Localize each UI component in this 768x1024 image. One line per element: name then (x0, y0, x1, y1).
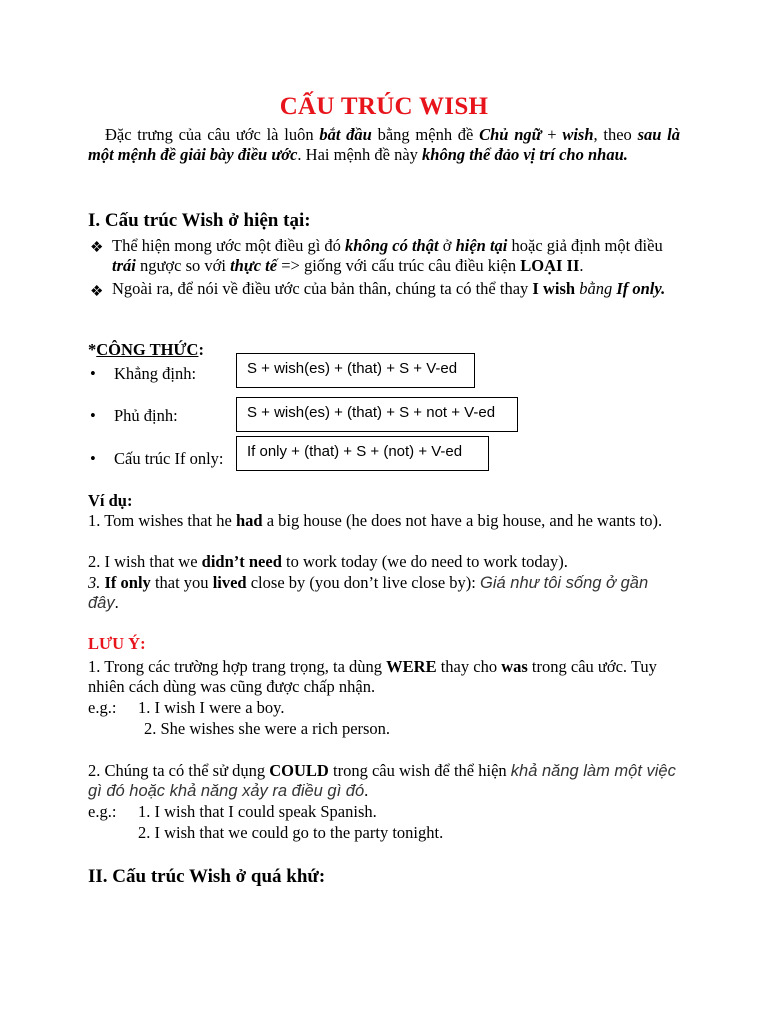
intro-paragraph (88, 125, 680, 165)
formula-label-affirmative: Khẳng định: (114, 364, 197, 383)
note-2 (88, 761, 680, 801)
note-2-example-1: 1. I wish that I could speak Spanish. (138, 802, 377, 821)
intro-text: . Hai mệnh đề này (297, 145, 423, 164)
formula-colon: : (198, 340, 204, 359)
note-italic: khả năng làm một việc gì đó hoặc khả năng xảy ra điều gì đó (88, 762, 676, 800)
note-text: . (364, 781, 369, 800)
intro-emphasis: sau là một mệnh đề giải bày điều ước (88, 125, 680, 164)
note-bold: WERE (386, 657, 437, 676)
intro-text: bằng mệnh đề (371, 125, 480, 144)
bullet-emphasis: không có thật (345, 236, 439, 255)
bullet-text: bằng (575, 279, 617, 298)
note-2-example-2: 2. I wish that we could go to the party tonight. (138, 823, 444, 842)
note-bold: was (501, 657, 528, 676)
example-2 (88, 552, 568, 572)
example-number: 3. (88, 573, 101, 592)
example-translation: Giá như tôi sống ở gần đây (88, 574, 649, 612)
bullet-emphasis: trái (112, 256, 136, 275)
example-1 (88, 511, 680, 531)
example-bold: lived (212, 573, 247, 592)
bullet-item (112, 279, 680, 299)
bullet-text: . (579, 256, 584, 275)
formula-box-negative: S + wish(es) + (that) + S + not + V-ed (236, 397, 518, 432)
formula-label: CÔNG THỨC (96, 340, 199, 359)
page-title: CẤU TRÚC WISH (279, 93, 489, 120)
example-text: close by (you don’t live close by): (246, 573, 481, 592)
note-1-example-2: 2. She wishes she were a rich person. (144, 719, 391, 738)
bullet-text: => giống với cấu trúc câu điều kiện (277, 256, 521, 275)
examples-heading: Ví dụ: (88, 491, 133, 510)
eg-label: e.g.: (88, 698, 117, 717)
bullet-emphasis: If only. (616, 279, 666, 298)
eg-label: e.g.: (88, 802, 117, 821)
intro-emphasis: Chủ ngữ (479, 125, 542, 144)
formula-box-if-only: If only + (that) + S + (not) + V-ed (236, 436, 489, 471)
bullet-item (112, 236, 680, 276)
bullet-text: Ngoài ra, để nói về điều ước của bản thân, chúng ta có thể thay (112, 279, 533, 298)
bullet-text: ở (438, 236, 456, 255)
section-heading-past: II. Cấu trúc Wish ở quá khứ: (88, 866, 326, 887)
formula-box-affirmative: S + wish(es) + (that) + S + V-ed (236, 353, 475, 388)
bullet-emphasis: hiện tại (455, 236, 508, 255)
intro-text: + (541, 125, 563, 144)
intro-emphasis: bắt đầu (319, 125, 372, 144)
formula-heading (88, 340, 204, 360)
note-heading: LƯU Ý: (88, 634, 146, 653)
bullet-bold: LOẠI II (520, 256, 580, 275)
section-heading-present: I. Cấu trúc Wish ở hiện tại: (88, 210, 311, 231)
note-text: thay cho (436, 657, 502, 676)
intro-text: Đặc trưng của câu ước là luôn (105, 125, 320, 144)
bullet-text: Thể hiện mong ước một điều gì đó (112, 236, 346, 255)
example-text: 1. Tom wishes that he (88, 511, 236, 530)
bullet-bold: I wish (532, 279, 576, 298)
intro-emphasis: wish (562, 125, 594, 144)
example-bold: If only (104, 573, 151, 592)
note-text: trong câu wish để thể hiện (328, 761, 511, 780)
example-bold: had (235, 511, 263, 530)
note-bold: COULD (269, 761, 329, 780)
note-text: trong câu ước. Tuy nhiên cách dùng was cũng được chấp nhận. (88, 657, 657, 696)
diamond-bullet-icon: ❖ (90, 284, 104, 300)
note-1 (88, 657, 680, 697)
example-text: to work today (we do need to work today). (281, 552, 568, 571)
example-bold: didn’t need (201, 552, 282, 571)
diamond-bullet-icon: ❖ (90, 240, 104, 256)
example-text: a big house (he does not have a big house, and he wants to). (262, 511, 663, 530)
formula-label-if-only: Cấu trúc If only: (114, 449, 224, 468)
intro-text: , theo (593, 125, 638, 144)
example-3 (88, 573, 680, 613)
note-text: 2. Chúng ta có thể sử dụng (88, 761, 270, 780)
bullet-text: ngược so với (135, 256, 231, 275)
note-text: 1. Trong các trường hợp trang trọng, ta dùng (88, 657, 387, 676)
example-text: 2. I wish that we (88, 552, 202, 571)
intro-emphasis: không thể đảo vị trí cho nhau. (422, 145, 628, 164)
formula-label-negative: Phủ định: (114, 406, 178, 425)
example-text: that you (150, 573, 213, 592)
note-1-example-1: 1. I wish I were a boy. (138, 698, 285, 717)
example-text: . (114, 593, 119, 612)
bullet-dot-icon: • (90, 449, 96, 468)
bullet-emphasis: thực tế (230, 256, 278, 275)
bullet-dot-icon: • (90, 364, 96, 383)
bullet-text: hoặc giả định một điều (507, 236, 663, 255)
bullet-dot-icon: • (90, 406, 96, 425)
formula-star: * (88, 340, 97, 359)
